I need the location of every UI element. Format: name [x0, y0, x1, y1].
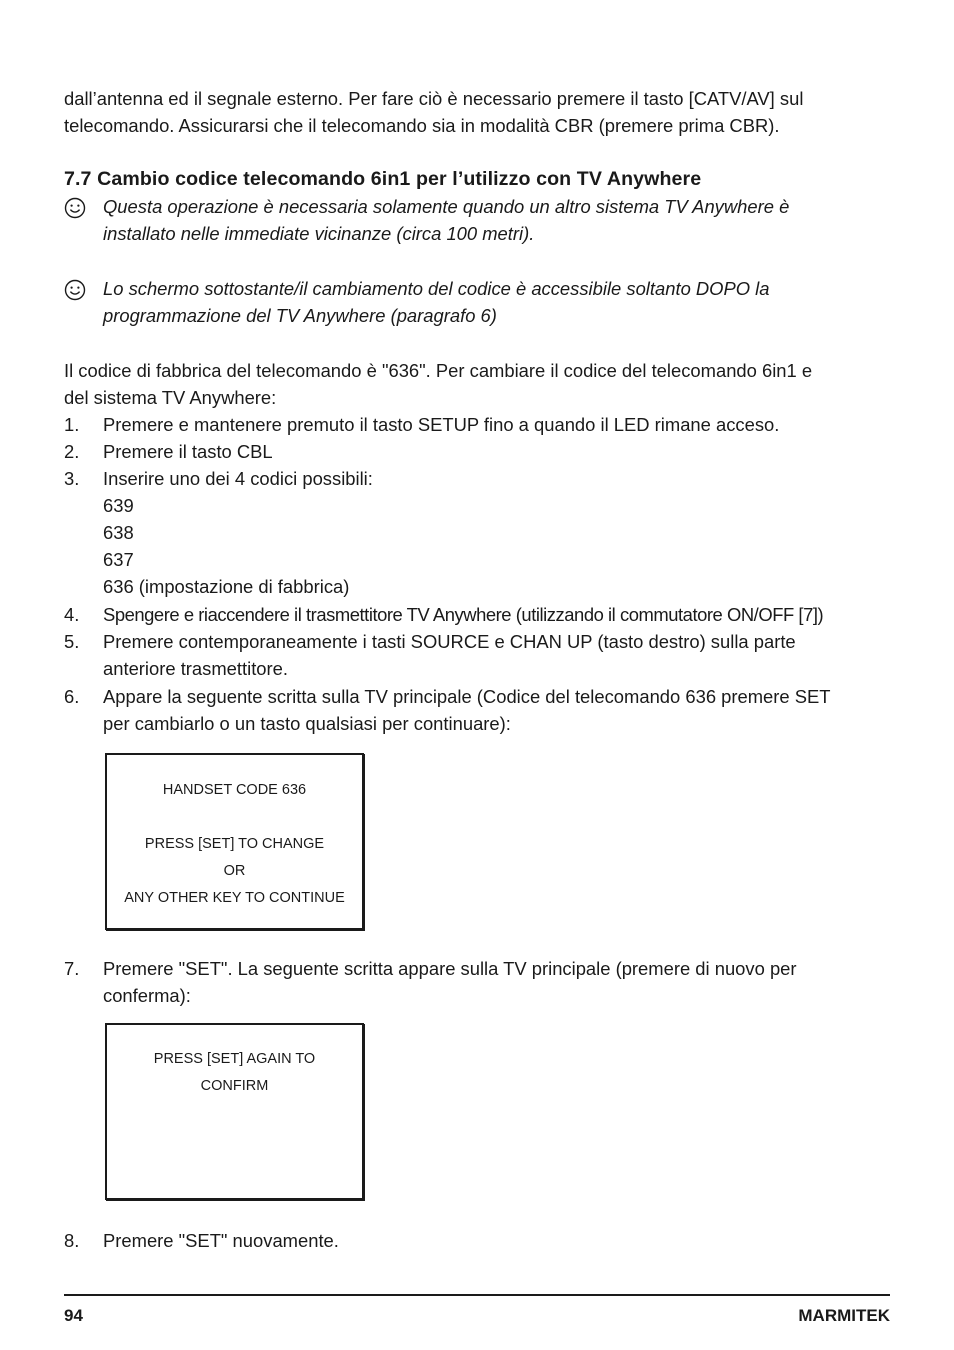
list-item-step-5 [64, 628, 894, 682]
step-text: Appare la seguente scritta sulla TV principale (Codice del telecomando 636 premere SET [103, 686, 831, 707]
step-number: 2. [64, 441, 80, 462]
step-number: 5. [64, 631, 80, 652]
list-item-step-3 [64, 465, 894, 492]
screen-line: PRESS [SET] TO CHANGE [144, 836, 325, 852]
screen-line: OR [223, 863, 246, 879]
intro-line: dall’antenna ed il segnale esterno. Per fare ciò è necessario premere il tasto [CATV/AV] sul [64, 88, 804, 109]
step-number: 7. [64, 958, 80, 979]
screen-line: HANDSET CODE 636 [162, 782, 307, 798]
note-1 [64, 193, 894, 247]
tv-screen-box-confirm [105, 1023, 364, 1200]
list-item-step-2 [64, 438, 894, 465]
code-option: 636 (impostazione di fabbrica) [103, 576, 350, 597]
page-number: 94 [64, 1306, 83, 1325]
note-line: programmazione del TV Anywhere (paragrafo 6) [103, 305, 497, 326]
list-item-step-4 [64, 601, 894, 628]
step-number: 4. [64, 604, 80, 625]
step-text: Premere e mantenere premuto il tasto SETUP fino a quando il LED rimane acceso. [103, 414, 780, 435]
note-line: Questa operazione è necessaria solamente quando un altro sistema TV Anywhere è [103, 196, 790, 217]
code-option: 639 [103, 495, 134, 516]
step-text: conferma): [103, 985, 191, 1006]
code-list [103, 492, 349, 600]
list-item-step-1 [64, 411, 894, 438]
note-2 [64, 275, 894, 329]
step-text: Premere "SET" nuovamente. [103, 1230, 339, 1251]
tv-screen-box-handset-code [105, 753, 364, 930]
body-line: del sistema TV Anywhere: [64, 387, 277, 408]
code-option: 638 [103, 522, 134, 543]
note-line: Lo schermo sottostante/il cambiamento del codice è accessibile soltanto DOPO la [103, 278, 770, 299]
intro-paragraph [64, 85, 894, 139]
screen-line [107, 804, 362, 831]
body-paragraph [64, 357, 894, 411]
section-heading: 7.7 Cambio codice telecomando 6in1 per l’utilizzo con TV Anywhere [64, 168, 702, 190]
screen-line: CONFIRM [200, 1078, 269, 1094]
step-text: Inserire uno dei 4 codici possibili: [103, 468, 373, 489]
step-text: anteriore trasmettitore. [103, 658, 289, 679]
list-item-step-6 [64, 683, 894, 737]
screen-line: ANY OTHER KEY TO CONTINUE [124, 890, 345, 906]
intro-line: telecomando. Assicurarsi che il telecomando sia in modalità CBR (premere prima CBR). [64, 115, 780, 136]
code-option: 637 [103, 549, 134, 570]
brand-name: MARMITEK [798, 1306, 890, 1325]
smiley-icon [64, 193, 94, 219]
screen-line: PRESS [SET] AGAIN TO [153, 1051, 316, 1067]
body-line: Il codice di fabbrica del telecomando è "636". Per cambiare il codice del telecomando 6in1 e [64, 360, 813, 381]
note-line: installato nelle immediate vicinanze (circa 100 metri). [103, 223, 535, 244]
step-text: Premere contemporaneamente i tasti SOURCE e CHAN UP (tasto destro) sulla parte [103, 631, 796, 652]
list-item-step-8 [64, 1227, 894, 1254]
smiley-icon [64, 275, 94, 301]
step-text: Premere il tasto CBL [103, 441, 273, 462]
step-text: per cambiarlo o un tasto qualsiasi per continuare): [103, 713, 511, 734]
footer-divider [64, 1294, 890, 1296]
step-number: 3. [64, 468, 80, 489]
list-item-step-7 [64, 955, 894, 1009]
step-text: Spengere e riaccendere il trasmettitore TV Anywhere (utilizzando il commutatore ON/OFF [7]) [103, 604, 824, 625]
step-number: 6. [64, 686, 80, 707]
step-text: Premere "SET". La seguente scritta appare sulla TV principale (premere di nuovo per [103, 958, 797, 979]
step-number: 1. [64, 414, 80, 435]
step-number: 8. [64, 1230, 80, 1251]
